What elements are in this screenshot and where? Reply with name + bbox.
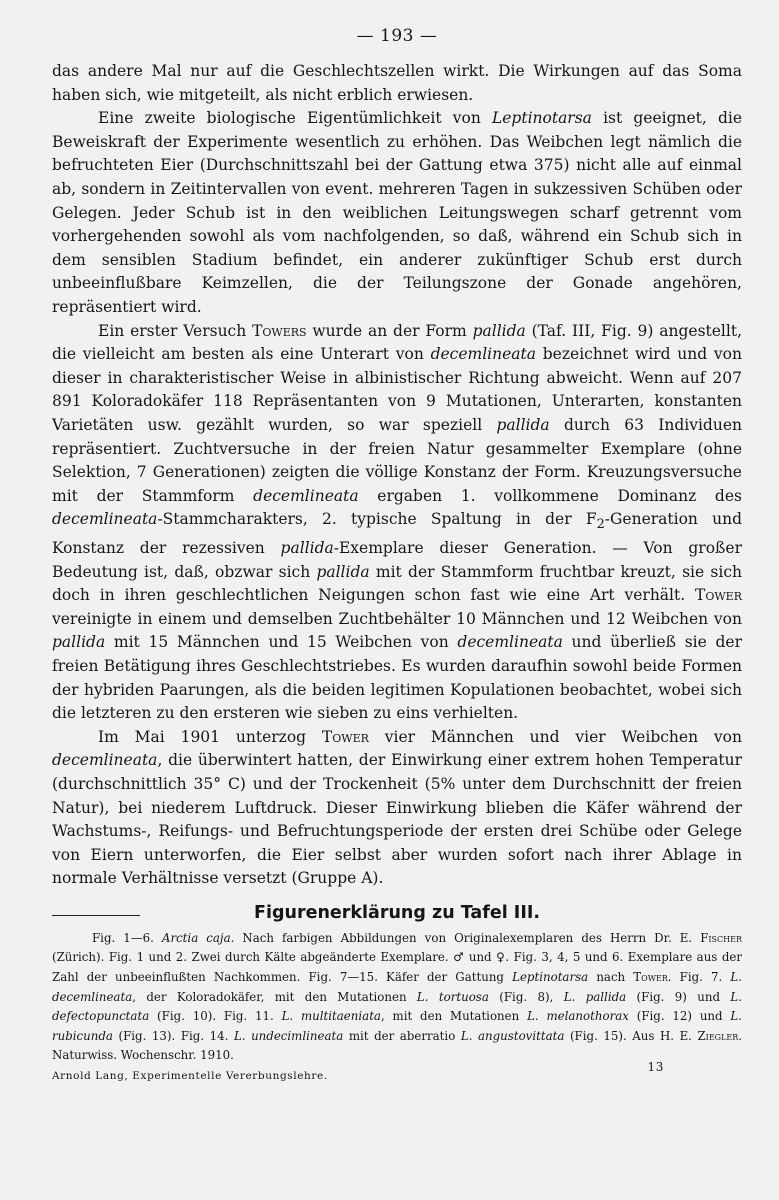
body-text bbox=[52, 60, 742, 891]
paragraph-4: Im Mai 1901 unterzog Tower vier Männchen und vier Weibchen von decemlineata, die überwintert hatten, der Einwirkung einer extrem hohen Temperatur (durchschnittlich 35° C) und der Trockenheit (5% unter dem Durchschnitt der freien Natur), bei niederem Luftdruck. Dieser Einwirkung blieben die Käfer während der Wachstums-, Reifungs- und Befruchtungsperiode der ersten drei Schübe oder Gelege von Eiern unterworfen, die Eier selbst aber wurden sofort nach ihrer Ablage in normale Verhältnisse versetzt (Gruppe A). bbox=[52, 727, 742, 888]
caption-title: Figurenerklärung zu Tafel III. bbox=[254, 902, 540, 923]
paragraph-3: Ein erster Versuch Towers wurde an der Form pallida (Taf. III, Fig. 9) angestellt, die vielleicht am besten als eine Unterart von decemlineata bezeichnet wird und von dieser in charakteristischer Weise in albinistischer Richtung abweicht. Wenn auf 207 891 Koloradokäfer 118 Repräsentanten von 9 Mutationen, Unterarten, konstanten Varietäten usw. gezählt wurden, so war speziell pallida durch 63 Individuen repräsentiert. Zuchtversuche in der freien Natur gesammelter Exemplare (ohne Selektion, 7 Generationen) zeigten die völlige Konstanz der Form. Kreuzungsversuche mit der Stammform decemlineata ergaben 1. vollkommene Dominanz des decemlineata-Stammcharakters, 2. typische Spaltung in der $F_2$-Generation und Konstanz der rezessiven pallida-Exemplare dieser Generation. — Von großer Bedeutung ist, daß, obzwar sich pallida mit der Stammform fruchtbar kreuzt, sie sich doch in ihren geschlechtlichen Neigungen schon fast wie eine Art verhält. Tower vereinigte in einem und demselben Zuchtbehälter 10 Männchen und 12 Weibchen von pallida mit 15 Männchen und 15 Weibchen von decemlineata und überließ sie der freien Betätigung ihres Geschlechtstriebes. Es wurden daraufhin sowohl beide Formen der hybriden Paarungen, als die beiden legitimen Kopulationen beobachtet, wobei sich die letzteren zu den ersteren wie sieben zu eins verhielten. bbox=[52, 321, 742, 723]
footer-running-title: Arnold Lang, Experimentelle Vererbungslehre. bbox=[52, 1070, 328, 1083]
page bbox=[52, 26, 742, 1082]
figure-caption bbox=[52, 929, 742, 1066]
page-footer bbox=[52, 1060, 742, 1083]
caption-heading bbox=[52, 903, 742, 923]
caption-rule bbox=[52, 915, 140, 916]
signature-mark: 13 bbox=[647, 1060, 664, 1075]
paragraph-1: das andere Mal nur auf die Geschlechtszellen wirkt. Die Wirkungen auf das Soma haben sich, wie mitgeteilt, als nicht erblich erwiesen. bbox=[52, 62, 742, 104]
page-number: — 193 — bbox=[356, 26, 438, 46]
caption-paragraph: Fig. 1—6. Arctia caja. Nach farbigen Abbildungen von Originalexemplaren des Herrn Dr. E. Fischer (Zürich). Fig. 1 und 2. Zwei durch Kälte abgeänderte Exemplare. ♂ und ♀. Fig. 3, 4, 5 und 6. Exemplare aus der Zahl der unbeeinflußten Nachkommen. Fig. 7—15. Käfer der Gattung Leptinotarsa nach Tower. Fig. 7. L. decemlineata, der Koloradokäfer, mit den Mutationen L. tortuosa (Fig. 8), L. pallida (Fig. 9) und L. defectopunctata (Fig. 10). Fig. 11. L. multitaeniata, mit den Mutationen L. melanothorax (Fig. 12) und L. rubicunda (Fig. 13). Fig. 14. L. undecimlineata mit der aberratio L. angustovittata (Fig. 15). Aus H. E. Ziegler. Naturwiss. Wochenschr. 1910. bbox=[52, 930, 743, 1063]
paragraph-2: Eine zweite biologische Eigentümlichkeit von Leptinotarsa ist geeignet, die Beweiskraft der Experimente wesentlich zu erhöhen. Das Weibchen legt nämlich die befruchteten Eier (Durchschnittszahl bei der Gattung etwa 375) nicht alle auf einmal ab, sondern in Zeitintervallen von event. mehreren Tagen in sukzessiven Schüben oder Gelegen. Jeder Schub ist in den weiblichen Leitungswegen scharf getrennt vom vorhergehenden sowohl als vom nachfolgenden, so daß, während ein Schub sich in dem sensiblen Stadium befindet, ein anderer zukünftiger Schub erst durch unbeeinflußbare Keimzellen, die der Teilungszone der Gonade angehören, repräsentiert wird. bbox=[52, 109, 743, 316]
